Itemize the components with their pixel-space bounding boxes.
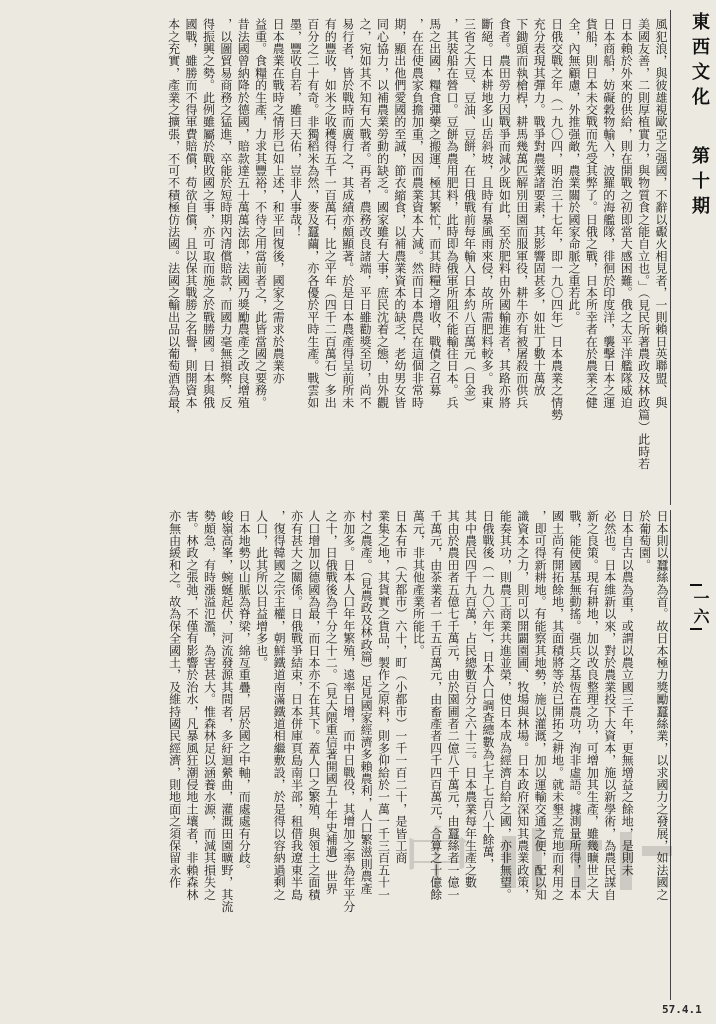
journal-header: [672, 12, 712, 372]
text-column: 國土尚有開拓餘地，其面積將等於已開拓之耕地。就未墾之荒地而利用之: [550, 510, 565, 901]
text-column: 益重。食糧的生產，力求其豐裕，不待之用當前者之，此皆當國之要務。: [253, 18, 268, 409]
text-column: 日本地勢以山脈為脊梁，綿亙重疊，居於國之中軸，而處處有分歧。: [237, 510, 252, 876]
lower-text-block: [108, 510, 670, 998]
text-column: 戰，能使國基無動搖。强兵之基恆在農功，洵非虛語。據測量所得，日本: [567, 510, 582, 901]
text-column: 人口，此其所以日益增多也。: [254, 510, 269, 669]
text-column: ，在在使農家負擔加重，因而農業資本大減。然而日本農民在這個非常時: [410, 18, 425, 409]
text-column: 食者。農田勞力因戰爭而減少既如此，至於肥料由外國輸進者，其路亦將: [497, 18, 512, 409]
text-column: 必然也。日本維新以來，對於農業投下大資本，施以新學術，為農民謀自: [602, 510, 617, 901]
text-column: 之，宛如其不知有大戰者。再者，農務改良諸端，平日雖勸獎至切，尚不: [358, 18, 373, 409]
text-column: 同心協力，以補農業勞動的缺乏。國家雖有大事，庶民沈着之態，由外觀: [375, 18, 390, 409]
text-column: 人口增加以德國為最，而日本亦不在其下。蓋人口之繁殖，與領土之面積: [306, 510, 321, 901]
upper-text-block: [18, 18, 669, 502]
text-column: 勢頗急，有時漲溢氾濫，為害甚大。惟森林足以涵養水源，而減其損失之: [202, 510, 217, 901]
page-number-dash-top: [690, 584, 702, 586]
text-column: 日俄交戰之年（一九〇四，明治三十七年，即一九〇四年）日本農業之情勢: [549, 18, 564, 421]
text-column: 風犯浪，與彼雄視歐亞之强國，不辭以礟火相見者，一則賴日英聯盟、與: [654, 18, 668, 409]
text-column: 百分之二十有奇。非獨稻米為然，麥及蠶繭，亦各優於平時生產。戰雲如: [305, 18, 320, 409]
text-column: 其由於農田者五億七千萬元，由於園圃者二億八千萬元，由蠶絲者一億一: [446, 510, 461, 901]
text-column: 日本有市（大都市）六十，町（小都市）一千一百二十，是皆工商: [393, 510, 408, 864]
watermark-glyph: 中: [402, 819, 472, 898]
text-column: 墨，豐收自若，雖曰天佑，豈非人事哉！: [288, 18, 303, 238]
page-number: 一六: [691, 590, 710, 626]
text-column: 害。林政之張弛，不僅有影響於治水，凡暴風狂潮侵地土壤者，非賴森林: [185, 510, 200, 901]
text-column: 新之良策。現有耕地，加以改良整理之功，可增加其生產，雖幾曠世之大: [585, 510, 600, 901]
text-column: ，即可得新耕地。有能察其地勢，施以灌溉，加以運輸交通之便，配以知: [533, 510, 548, 901]
text-column: 日俄戰後（一九〇六年），日本人口調查總數為七千七百八十餘萬，: [480, 510, 495, 870]
text-column: 亦無由緩和之。故為保全國土，及維持國民經濟，則地面之須保留永作: [167, 510, 182, 889]
text-column: 日本賴於外來的供給，則在開戰之初即當大感困難。俄之太平洋艦隊威迫: [619, 18, 634, 409]
text-column: 亦加多。日本人口年年繁殖，遠率日增，而中日戰役，其增加之率為年平分: [341, 510, 356, 913]
issue-number: 第十期: [689, 146, 710, 221]
text-column: 有的豐收，如米之收穫得五千一百萬石，比之平年（四千二百萬石）多出: [323, 18, 338, 409]
page-number-dash-bottom: [690, 628, 702, 630]
text-column: ，以圖貿易商務之猛進，卒能於短時期內清償賠款，而國力毫無損弊，反: [218, 18, 233, 409]
library-watermark: [392, 818, 682, 898]
text-column: 全，內無顧慮，外推强敵，農業關於國家命脈之重若此。: [566, 18, 581, 323]
text-column: 得振興之勢。此例雖屬於戰敗國之事，亦可取而施之於戰勝國。日本與俄: [201, 18, 216, 409]
text-column: 萬元，非其他產業所能比。: [411, 510, 426, 657]
text-column: 識資本之力，則可以開闢園圃、牧場與林場。日本政府深知其農業政策，: [515, 510, 530, 901]
text-column: ，復得韓國之宗主權，朝鮮鐵道南滿鐵道相繼敷設，於是得以容納過剩之: [272, 510, 287, 901]
page-divider: [670, 510, 671, 1000]
archive-date-stamp: 57.4.1: [662, 1003, 702, 1016]
header-divider: [670, 10, 671, 505]
text-column: ，其裝船在營口。豆餅為農用肥料，此時即為俄軍所阻不能輸往日本。兵: [445, 18, 460, 409]
text-column: 國戰，雖勝而不得軍費賠償，苟欲自償，且以保其戰勝之名譽，則開資本: [184, 18, 199, 409]
text-column: 馬之出國，糧食彈藥之搬運，極其繁忙，而其時糧之增收，戰債之召募: [427, 18, 442, 397]
text-column: 日本農業在戰時之情形已如上述，和平回復後，國家之需求於農業亦: [271, 18, 286, 384]
text-column: 日本自古以農為重，或謂以農立國三千年，更無增益之餘地，是則未: [620, 510, 635, 876]
text-column: 充分表現其彈力。戰爭對農業諸要素，其影響固甚多，如壯丁數十萬放: [532, 18, 547, 397]
text-column: 之十，日俄戰後為千分之十二。（見大隈重信著開國五十年史補遺）世界: [324, 510, 339, 895]
text-column: 千萬元，由茶業者一千五百萬元，由畜產者四千四百萬元，合算之十億餘: [428, 510, 443, 901]
text-column: 貨船，則日本未交戰而先受其弊了。日俄之戰，日本所幸者在於農業之健: [584, 18, 599, 409]
text-column: 能奏其功，則農工商業共進並榮，使日本成為經濟自給之國，亦非無望。: [498, 510, 513, 901]
text-column: 日本商船，妨礙穀物輸入，波羅的海艦隊，徘徊於印度洋，襲擊日本之運: [601, 18, 616, 409]
journal-title: 東西文化: [689, 12, 710, 112]
text-column: 期，顯出他們愛國的至誠，節衣縮食，以補農業資本的缺乏，老幼男女皆: [392, 18, 407, 409]
text-column: 亦有甚大之關係。日俄戰爭結束，日本併庫頁島南半部，租借我遼東半島: [289, 510, 304, 901]
text-column: 業集之地，其貨實之貨品，製作之原料，則多仰給於一萬一千三百五十一: [376, 510, 391, 901]
text-column: 昔法國曾納降於德國，賠款達五十萬萬法郎，法國乃獎勵農產之改良增殖: [236, 18, 251, 409]
text-column: 三省之大豆、豆油、豆餅，在日俄戰前每年輸入日本約八百萬元（日金）: [462, 18, 477, 409]
text-column: 村之農產。（見農政及林政篇）足見國家經濟多賴農利，人口繁滋則農產: [359, 510, 374, 895]
text-column: 易行者，皆於戰時而廣行之，其成績亦頗顯著。於是日本農產得呈前所未: [340, 18, 355, 409]
text-column: 斷絕。日本耕地多山岳斜坡，且時有暴風雨來侵，故所需肥料較多。我東: [479, 18, 494, 409]
text-column: 日本則以蠶絲為首。故日本極力獎勵蠶絲業，以求國力之發展，如法國之: [655, 510, 669, 901]
text-column: 本之充實，產業之擴張，不可不積極仿法國。法國之輸出品以葡萄酒為最，: [166, 18, 181, 421]
text-column: 峻嶺高峯，蜿蜒起伏，河流發源其間者，多紆迴縈曲，灌溉田園曠野，其流: [219, 510, 234, 913]
text-column: 下鋤頭而執槍桿，耕馬幾萬匹解別田園而服軍役，耕牛亦有被屠殺而供兵: [514, 18, 529, 409]
text-column: 於葡萄園。: [637, 510, 652, 571]
text-column: 其中農民四千九百萬，占民總數百分之六十三。日本農業每年生產之數: [463, 510, 478, 889]
text-column: 美國友善，二則厚植實力，與物質食之能自立也。」（見民所著農政及林政篇）此時若: [636, 18, 651, 470]
